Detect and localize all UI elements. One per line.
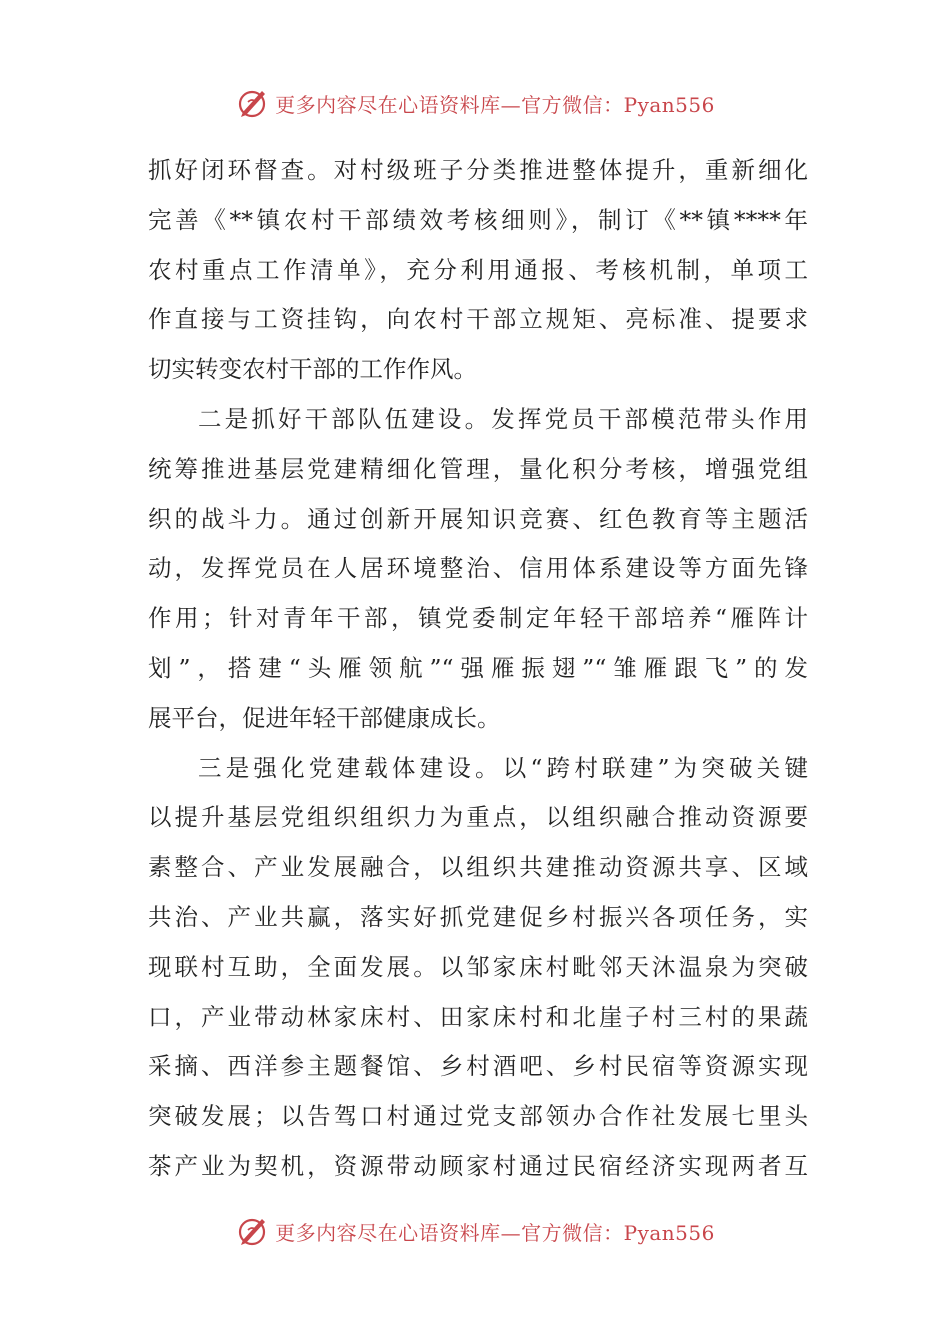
text-line: 展平台，促进年轻干部健康成长。 [148, 703, 501, 732]
document-body [148, 146, 808, 1192]
text-line: 茶产业为契机，资源带动顾家村通过民宿经济实现两者互 [148, 1151, 808, 1180]
text-line: 三是强化党建载体建设。以“跨村联建”为突破关键 [198, 753, 808, 782]
text-line: 划”，搭建“头雁领航”“强雁振翅”“雏雁跟飞”的发 [148, 653, 808, 682]
text-line: 作用；针对青年干部，镇党委制定年轻干部培养“雁阵计 [148, 604, 808, 633]
text-line: 采摘、西洋参主题餐馆、乡村酒吧、乡村民宿等资源实现 [148, 1052, 808, 1081]
text-line: 作直接与工资挂钩，向农村干部立规矩、亮标准、提要求 [148, 305, 808, 334]
text-line: 抓好闭环督查。对村级班子分类推进整体提升，重新细化 [148, 156, 808, 184]
header-watermark-text: 更多内容尽在心语资料库—官方微信：Pyan556 [275, 92, 715, 117]
pen-circle-logo-icon [235, 85, 271, 121]
footer-watermark [0, 1211, 950, 1251]
text-line: 现联村互助，全面发展。以邹家床村毗邻天沐温泉为突破 [148, 952, 808, 981]
text-line: 突破发展；以告驾口村通过党支部领办合作社发展七里头 [148, 1102, 808, 1131]
text-line: 完善《**镇农村干部绩效考核细则》，制订《**镇****年 [148, 205, 808, 234]
text-line: 以提升基层党组织组织力为重点，以组织融合推动资源要 [148, 803, 808, 832]
text-line: 素整合、产业发展融合，以组织共建推动资源共享、区域 [148, 853, 808, 882]
text-line: 切实转变农村干部的工作作风。 [148, 355, 477, 384]
text-line: 口，产业带动林家床村、田家床村和北崖子村三村的果蔬 [148, 1002, 808, 1031]
text-line: 农村重点工作清单》，充分利用通报、考核机制，单项工 [148, 255, 808, 284]
text-line: 二是抓好干部队伍建设。发挥党员干部模范带头作用 [198, 404, 808, 433]
footer-watermark-text: 更多内容尽在心语资料库—官方微信：Pyan556 [275, 1220, 715, 1245]
header-watermark [0, 83, 950, 123]
text-line: 织的战斗力。通过创新开展知识竞赛、红色教育等主题活 [148, 504, 808, 533]
text-line: 统筹推进基层党建精细化管理，量化积分考核，增强党组 [148, 454, 808, 483]
text-line: 动，发挥党员在人居环境整治、信用体系建设等方面先锋 [148, 554, 808, 583]
pen-circle-logo-icon [235, 1213, 271, 1249]
text-line: 共治、产业共赢，落实好抓党建促乡村振兴各项任务，实 [148, 902, 808, 931]
